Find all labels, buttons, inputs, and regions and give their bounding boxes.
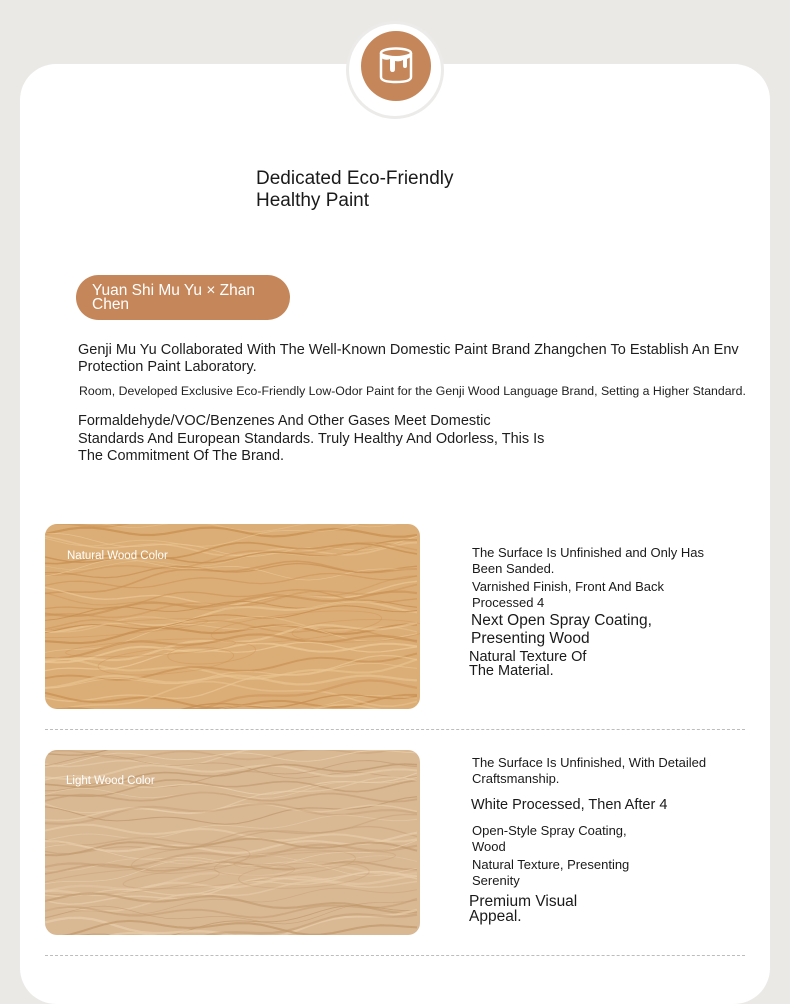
desc-line: White Processed, Then After 4: [471, 797, 668, 813]
desc-line: Presenting Wood: [471, 629, 590, 647]
badge-circle: [361, 31, 431, 101]
desc-line: The Surface Is Unfinished and Only Has: [472, 545, 704, 560]
natural-wood-description: [472, 545, 742, 611]
swatch-label: Light Wood Color: [66, 775, 155, 787]
standards-line-2: Standards And European Standards. Truly Healthy And Odorless, This Is: [78, 430, 545, 447]
desc-line: Natural Texture, Presenting: [472, 857, 630, 872]
light-wood-description-4: [469, 894, 709, 924]
light-wood-description: [472, 755, 742, 787]
pill-line-1: Yuan Shi Mu Yu × Zhan: [92, 282, 256, 299]
desc-line: Varnished Finish, Front And Back: [472, 579, 664, 594]
intro-subline: Room, Developed Exclusive Eco-Friendly Low-Odor Paint for the Genji Wood Language Brand, Setting a Higher Standard.: [79, 384, 746, 398]
desc-line: Appeal.: [469, 908, 522, 925]
desc-line: Been Sanded.: [472, 561, 555, 576]
desc-line: Next Open Spray Coating,: [471, 612, 652, 629]
desc-line: Natural Texture Of: [469, 649, 587, 665]
brand-collab-pill: [76, 275, 290, 320]
standards-line-3: The Commitment Of The Brand.: [78, 448, 285, 464]
desc-line: Craftsmanship.: [472, 771, 560, 786]
light-wood-description-2: [471, 797, 731, 814]
light-wood-swatch: [45, 750, 420, 935]
desc-line: Premium Visual: [469, 893, 578, 910]
intro-line-1: Genji Mu Yu Collaborated With The Well-Known Domestic Paint Brand Zhangchen To Establish An Env: [78, 342, 739, 358]
pill-line-2: Chen: [92, 296, 130, 313]
page-title: [256, 168, 556, 212]
desc-line: Open-Style Spray Coating,: [472, 823, 627, 838]
title-line-1: Dedicated Eco-Friendly: [256, 168, 454, 189]
section-divider: [45, 955, 745, 956]
swatch-label: Natural Wood Color: [67, 550, 168, 562]
natural-wood-swatch: [45, 524, 420, 709]
light-wood-description-3: [472, 823, 712, 889]
section-divider: [45, 729, 745, 730]
title-line-2: Healthy Paint: [256, 190, 370, 211]
natural-wood-description-3: [469, 650, 709, 678]
desc-line: Processed 4: [472, 595, 545, 610]
paint-bucket-icon: [378, 47, 414, 85]
paint-badge: [349, 24, 441, 116]
intro-paragraph: [78, 342, 790, 376]
desc-line: Wood: [472, 839, 506, 854]
desc-line: The Material.: [469, 663, 554, 679]
desc-line: The Surface Is Unfinished, With Detailed: [472, 755, 707, 770]
natural-wood-description-2: [471, 612, 731, 647]
standards-paragraph: [78, 413, 618, 466]
desc-line: Serenity: [472, 873, 520, 888]
standards-line-1: Formaldehyde/VOC/Benzenes And Other Gases Meet Domestic: [78, 413, 491, 429]
intro-line-2: Protection Paint Laboratory.: [78, 359, 257, 375]
